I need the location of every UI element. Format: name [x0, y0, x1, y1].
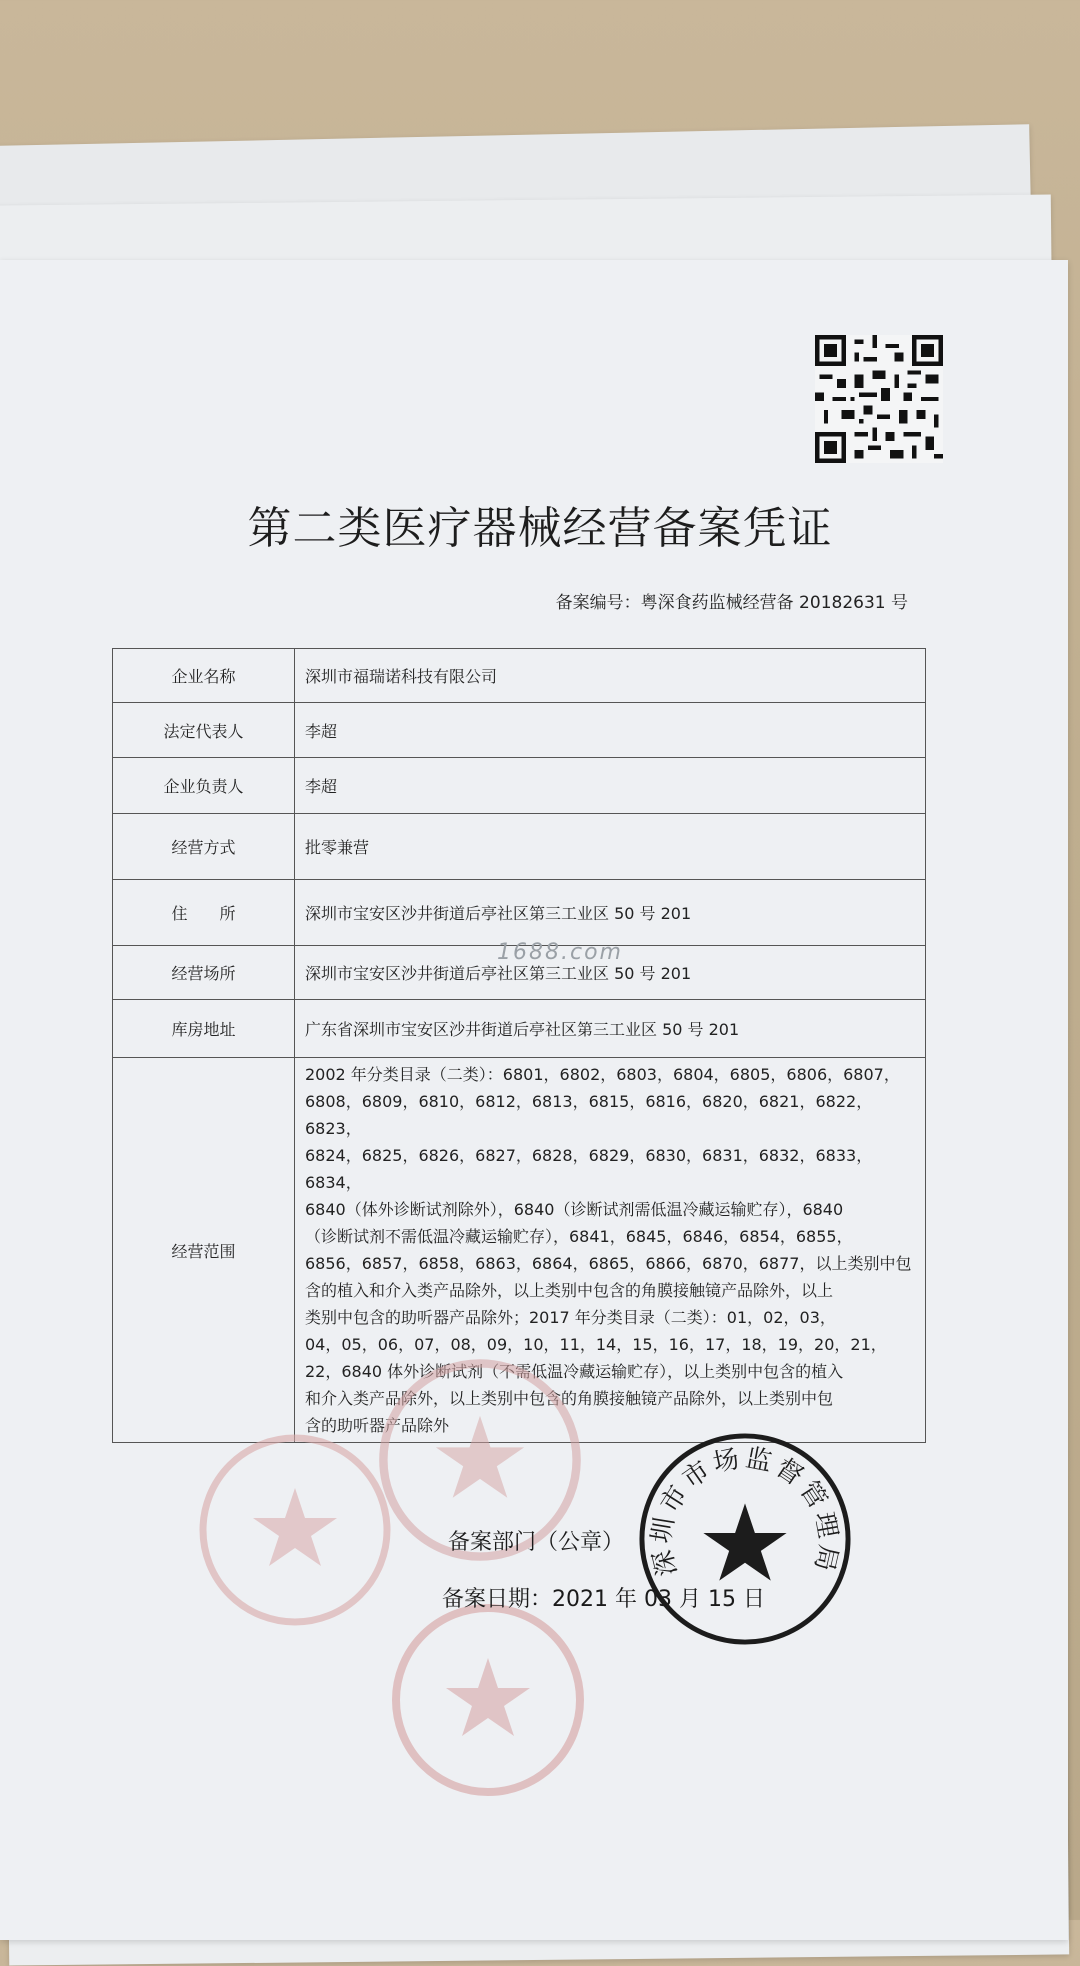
row-label: 企业负责人: [113, 758, 295, 814]
table-row: [113, 758, 926, 814]
row-value: 深圳市宝安区沙井街道后亭社区第三工业区 50 号 201: [295, 880, 926, 946]
row-value: 深圳市福瑞诺科技有限公司: [295, 649, 926, 703]
watermark: 1688.com: [497, 940, 623, 965]
faint-seal-icon: [195, 1430, 395, 1630]
row-value: 批零兼营: [295, 814, 926, 880]
official-seal-icon: [636, 1430, 854, 1648]
seal-text: 深圳市市场监督管理局: [646, 1443, 844, 1580]
table-row: [113, 880, 926, 946]
row-value: 李超: [295, 703, 926, 758]
row-label: 企业名称: [113, 649, 295, 703]
table-row: [113, 1000, 926, 1058]
certificate-title: 第二类医疗器械经营备案凭证: [247, 503, 833, 554]
scope-line: 04，05，06，07，08，09，10，11，14，15，16，17，18，19，20，21，: [305, 1335, 887, 1354]
scope-line: （诊断试剂不需低温冷藏运输贮存），6841，6845，6846，6854，6855，: [305, 1227, 853, 1246]
row-label: 法定代表人: [113, 703, 295, 758]
table-row: [113, 814, 926, 880]
record-number: 备案编号：粤深食药监械经营备 20182631 号: [555, 593, 908, 613]
scope-line: 6808，6809，6810，6812，6813，6815，6816，6820，6821，6822，6823，: [305, 1092, 873, 1138]
scope-line: 22，6840 体外诊断试剂（不需低温冷藏运输贮存），以上类别中包含的植入: [305, 1362, 844, 1381]
row-label: 住 所: [113, 880, 295, 946]
table-row: [113, 649, 926, 703]
faint-seal-icon: [388, 1600, 588, 1800]
scope-line: 类别中包含的助听器产品除外；2017 年分类目录（二类）：01，02，03，: [305, 1308, 836, 1327]
row-value: 李超: [295, 758, 926, 814]
record-date: 备案日期：2021 年 03 月 15 日: [442, 1587, 765, 1612]
record-department: 备案部门（公章）: [448, 1530, 625, 1555]
scope-line: 6856，6857，6858，6863，6864，6865，6866，6870，6877，以上类别中包: [305, 1254, 912, 1273]
scope-label: 经营范围: [113, 1058, 295, 1443]
qr-code-icon: [815, 335, 943, 463]
scope-line: 6824，6825，6826，6827，6828，6829，6830，6831，6832，6833，6834，: [305, 1146, 873, 1192]
scope-line: 含的植入和介入类产品除外，以上类别中包含的角膜接触镜产品除外，以上: [305, 1281, 834, 1300]
table-row: [113, 703, 926, 758]
row-value: 深圳市宝安区沙井街道后亭社区第三工业区 50 号 201: [295, 946, 926, 1000]
certificate-table: [112, 648, 926, 1443]
scope-line: 含的助听器产品除外: [305, 1416, 450, 1435]
row-value: 广东省深圳市宝安区沙井街道后亭社区第三工业区 50 号 201: [295, 1000, 926, 1058]
row-label: 库房地址: [113, 1000, 295, 1058]
scope-line: 2002 年分类目录（二类）：6801，6802，6803，6804，6805，6806，6807，: [305, 1065, 900, 1084]
row-label: 经营方式: [113, 814, 295, 880]
scope-line: 6840（体外诊断试剂除外），6840（诊断试剂需低温冷藏运输贮存），6840: [305, 1200, 844, 1219]
scope-line: 和介入类产品除外，以上类别中包含的角膜接触镜产品除外，以上类别中包: [305, 1389, 834, 1408]
row-label: 经营场所: [113, 946, 295, 1000]
